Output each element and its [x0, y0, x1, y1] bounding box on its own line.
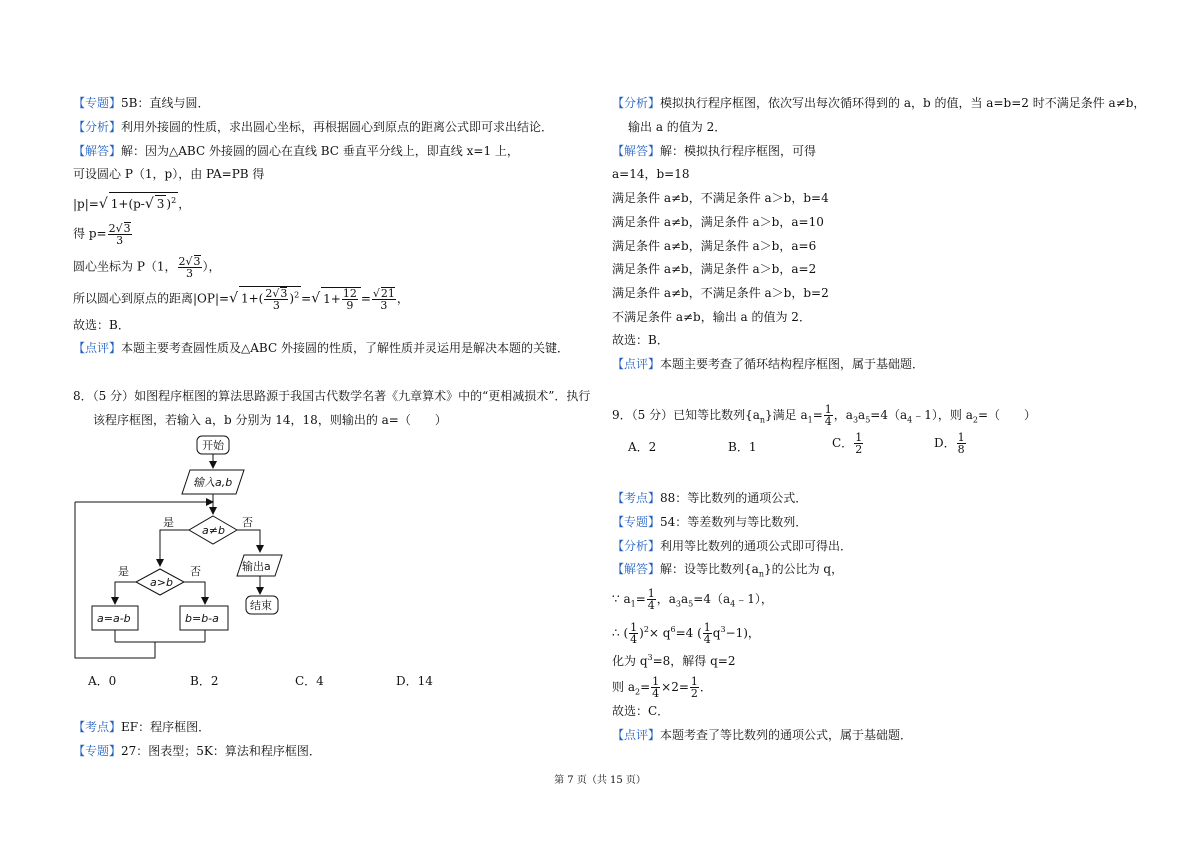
q8-option-b: B．2 — [190, 674, 219, 688]
step-line: a=14，b=18 — [612, 167, 690, 181]
flow-box-left-text: a=a-b — [97, 612, 131, 625]
fenxi-3: 【分析】利用等比数列的通项公式即可得出． — [612, 539, 853, 553]
line-then: 则 $a_2=$ $\frac{1}{4}$ ×2= $\frac{1}{2}$ ． — [612, 675, 712, 700]
tag-zhuanti: 【专题】 — [73, 96, 122, 110]
sqrt-icon: √ — [185, 255, 193, 268]
flow-cond2-text: a>b — [150, 576, 173, 589]
line-op-distance: 所以圆心到原点的距离|OP|=√ 1+( $\frac{2√3}{3}$ )$^2$ =√ 1+ $\frac{12}{9}$ = $\frac{√21}{3}$ ， — [73, 286, 409, 312]
tag-dianping: 【点评】 — [612, 357, 661, 371]
sqrt-icon: √ — [229, 290, 238, 307]
fenxi-2: 【分析】模拟执行程序框图，依次写出每次循环得到的 a，b 的值，当 a=b=2 时不满足条件 a≠b， — [612, 96, 1146, 110]
tag-dianping: 【点评】 — [612, 728, 661, 742]
q8-option-a: A．0 — [88, 674, 117, 688]
flow-box-right-text: b=b-a — [185, 612, 219, 625]
dianping-1: 【点评】本题主要考查圆性质及△ABC 外接圆的性质，了解性质并灵运用是解决本题的关键． — [73, 341, 569, 355]
step-line: 满足条件 a≠b，满足条件 a＞b，a=6 — [612, 239, 817, 253]
line-p-value: 得 p= $\frac{2√3}{3}$ — [73, 222, 131, 247]
flow-no2-text: 否 — [190, 565, 201, 578]
flow-yes1-text: 是 — [163, 516, 174, 529]
q9-option-b: B．1 — [728, 440, 757, 454]
tag-fenxi: 【分析】 — [612, 539, 661, 553]
q9-stem: 9．（5 分）已知等比数列$\{a_n\}$满足 $a_1=$ $\frac{1}{4}$ ，$a_3a_5=4(a_4﹣1)$，则 $a_2=$（ ） — [612, 403, 1037, 428]
guxuan-1: 故选：B． — [73, 318, 130, 332]
sqrt-icon: √ — [98, 196, 108, 212]
sqrt-icon: √ — [311, 290, 321, 307]
flow-cond1-text: a≠b — [202, 524, 225, 537]
tag-zhuanti: 【专题】 — [612, 515, 661, 529]
line-simplify: 化为 $q^3=8$，解得 q=2 — [612, 653, 736, 668]
fenxi-1: 【分析】利用外接圆的性质，求出圆心坐标，再根据圆心到原点的距离公式即可求出结论． — [73, 120, 554, 134]
guxuan-3: 故选：C． — [612, 704, 670, 718]
dianping-3: 【点评】本题考查了等比数列的通项公式，属于基础题． — [612, 728, 913, 742]
step-line: 满足条件 a≠b，不满足条件 a＞b，b=4 — [612, 191, 829, 205]
jieda-1: 【解答】解：因为△ABC 外接圆的圆心在直线 BC 垂直平分线上，即直线 x=1 上， — [73, 144, 519, 158]
zhuanti-1: 【专题】5B：直线与圆． — [73, 96, 210, 110]
tag-kaodian: 【考点】 — [612, 491, 661, 505]
guxuan-2: 故选：B． — [612, 333, 669, 347]
q8-stem-line2: 该程序框图，若输入 a，b 分别为 14，18，则输出的 a=（ ） — [93, 413, 447, 427]
sqrt-icon: √ — [272, 287, 280, 300]
tag-fenxi: 【分析】 — [73, 120, 122, 134]
tag-jieda: 【解答】 — [612, 144, 661, 158]
q8-option-c: C．4 — [295, 674, 324, 688]
zhuanti-3: 【专题】54：等差数列与等比数列． — [612, 515, 808, 529]
jieda-3: 【解答】解：设等比数列$\{a_n\}$的公比为 q， — [612, 562, 844, 579]
sqrt-icon: √ — [372, 287, 380, 300]
fraction-2sqrt3-over-3: $\frac{2√3}{3}$ — [178, 255, 201, 280]
fenxi-2-cont: 输出 a 的值为 2． — [628, 120, 727, 134]
sqrt-icon: √ — [144, 196, 154, 212]
q8-stem-line1: 8．（5 分）如图程序框图的算法思路源于我国古代数学名著《九章算术》中的“更相减损术”．执行 — [73, 389, 591, 403]
flow-output-text: 输出a — [242, 560, 271, 573]
kaodian-2: 【考点】EF：程序框图． — [73, 720, 211, 734]
sqrt-icon: √ — [115, 222, 123, 235]
flow-end-text: 结束 — [250, 599, 272, 612]
step-line: 满足条件 a≠b，满足条件 a＞b，a=10 — [612, 215, 824, 229]
jieda-2: 【解答】解：模拟执行程序框图，可得 — [612, 144, 817, 158]
line-therefore: ∴ ( $\frac{1}{4}$ )$^2\times q^6=4$ ( $\frac{1}{4}$ $q^3-1$)， — [612, 621, 760, 646]
kaodian-3: 【考点】88：等比数列的通项公式． — [612, 491, 808, 505]
page-footer: 第 7 页（共 15 页） — [554, 775, 646, 786]
fraction-2sqrt3-over-3: $\frac{2√3}{3}$ — [108, 222, 131, 247]
line-set-center: 可设圆心 P（1，p），由 PA=PB 得 — [73, 167, 265, 181]
step-line: 不满足条件 a≠b，输出 a 的值为 2． — [612, 310, 811, 324]
tag-jieda: 【解答】 — [612, 562, 661, 576]
q9-option-d: D． $\frac{1}{8}$ — [934, 431, 965, 456]
tag-fenxi: 【分析】 — [612, 96, 661, 110]
flow-input-text: 输入a,b — [193, 476, 233, 489]
q8-option-d: D．14 — [396, 674, 433, 688]
zhuanti-2: 【专题】27：图表型；5K：算法和程序框图． — [73, 744, 321, 758]
step-line: 满足条件 a≠b，满足条件 a＞b，a=2 — [612, 262, 817, 276]
flowchart — [70, 432, 310, 664]
flow-no1-text: 否 — [242, 516, 253, 529]
tag-jieda: 【解答】 — [73, 144, 122, 158]
equation-p-abs: |p|=√ 1+(p-√ 3 )$^2$ ， — [73, 192, 190, 212]
tag-zhuanti: 【专题】 — [73, 744, 122, 758]
step-line: 满足条件 a≠b，不满足条件 a＞b，b=2 — [612, 286, 829, 300]
line-because: ∵ $a_1=$ $\frac{1}{4}$ ，$a_3a_5=4(a_4﹣1)$， — [612, 587, 773, 612]
tag-kaodian: 【考点】 — [73, 720, 122, 734]
dianping-2: 【点评】本题主要考查了循环结构程序框图，属于基础题． — [612, 357, 925, 371]
flow-yes2-text: 是 — [118, 565, 129, 578]
q9-option-c: C． $\frac{1}{2}$ — [832, 431, 863, 456]
line-center: 圆心坐标为 P（1， $\frac{2√3}{3}$ ）， — [73, 255, 221, 280]
q9-option-a: A．2 — [628, 440, 657, 454]
tag-dianping: 【点评】 — [73, 341, 122, 355]
flow-start-text: 开始 — [202, 439, 224, 452]
